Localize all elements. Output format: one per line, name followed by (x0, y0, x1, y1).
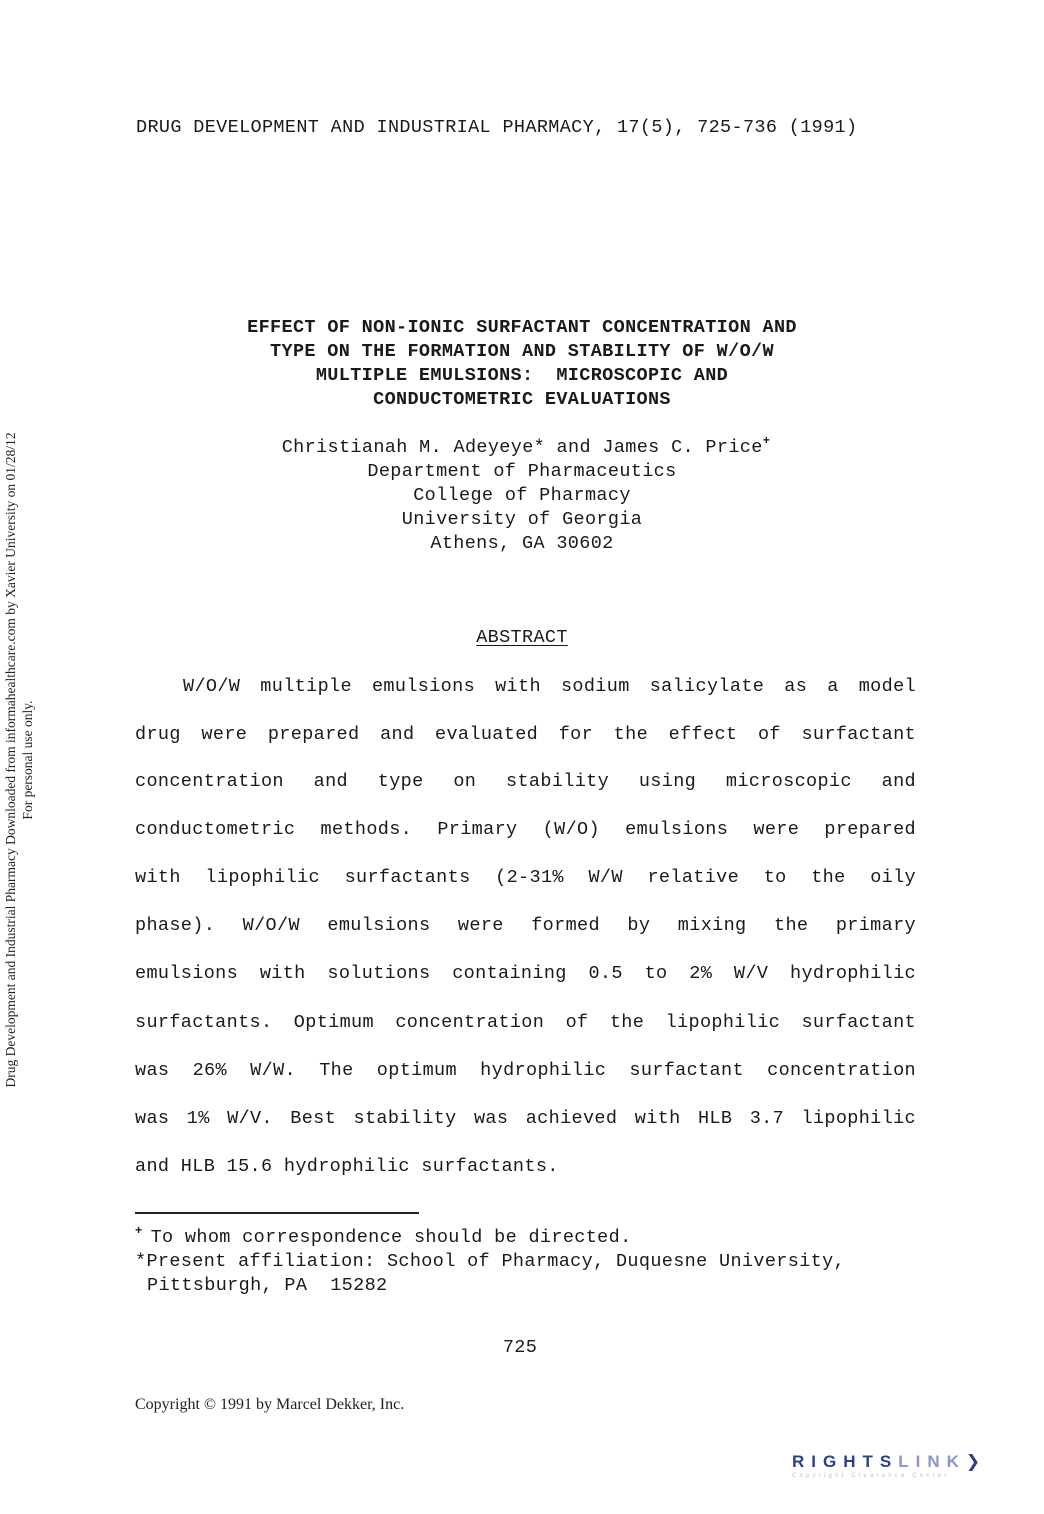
abstract-line-2: drug were prepared and evaluated for the effect of surfactant (135, 724, 916, 745)
abstract-line-3: concentration and type on stability using microscopic and (135, 771, 916, 792)
title-line-3: MULTIPLE EMULSIONS: MICROSCOPIC AND (315, 365, 729, 386)
title-line-2: TYPE ON THE FORMATION AND STABILITY OF W/O/W (270, 341, 774, 362)
journal-running-head: DRUG DEVELOPMENT AND INDUSTRIAL PHARMACY, 17(5), 725-736 (1991) (136, 117, 858, 138)
affiliation-department: Department of Pharmaceutics (367, 461, 677, 482)
rightslink-logo[interactable] (792, 1452, 1032, 1488)
corresponding-author-mark: + (762, 434, 771, 448)
abstract-heading: ABSTRACT (476, 627, 568, 648)
page-number: 725 (502, 1337, 538, 1358)
abstract-line-10: was 1% W/V. Best stability was achieved with HLB 3.7 lipophilic (135, 1108, 916, 1129)
footnote-1-text: To whom correspondence should be directed. (150, 1227, 632, 1248)
footnote-1 (135, 1224, 632, 1248)
rightslink-word-rights: RIGHTS (792, 1452, 899, 1471)
watermark-line-1: Drug Development and Industrial Pharmacy Downloaded from informahealthcare.com by Xavier University on 01/28/12 (3, 432, 18, 1088)
rightslink-word-link: LINK (898, 1452, 966, 1471)
rightslink-wordmark (792, 1452, 1032, 1472)
footnote-2-line-2: Pittsburgh, PA 15282 (147, 1275, 388, 1296)
copyright-notice: Copyright © 1991 by Marcel Dekker, Inc. (135, 1396, 405, 1413)
title-line-1: EFFECT OF NON-IONIC SURFACTANT CONCENTRATION AND (247, 317, 797, 338)
abstract-line-11: and HLB 15.6 hydrophilic surfactants. (135, 1156, 559, 1177)
rightslink-tagline: Copyright Clearance Center (792, 1473, 950, 1479)
author-line (4, 434, 1044, 458)
affiliation-address: Athens, GA 30602 (430, 533, 614, 554)
abstract-line-4: conductometric methods. Primary (W/O) emulsions were prepared (135, 819, 916, 840)
abstract-line-8: surfactants. Optimum concentration of the lipophilic surfactant (135, 1012, 916, 1033)
footnote-rule (135, 1212, 419, 1214)
footnote-2-line-1: *Present affiliation: School of Pharmacy, Duquesne University, (135, 1251, 846, 1272)
abstract-line-9: was 26% W/W. The optimum hydrophilic surfactant concentration (135, 1060, 916, 1081)
watermark-line-2: For personal use only. (20, 700, 35, 820)
affiliation-college: College of Pharmacy (413, 485, 631, 506)
author-names: Christianah M. Adeyeye* and James C. Price (281, 437, 763, 458)
abstract-line-6: phase). W/O/W emulsions were formed by mixing the primary (135, 915, 916, 936)
abstract-line-1: W/O/W multiple emulsions with sodium salicylate as a model (183, 676, 916, 697)
affiliation-university: University of Georgia (401, 509, 643, 530)
abstract-line-7: emulsions with solutions containing 0.5 to 2% W/V hydrophilic (135, 963, 916, 984)
footnote-mark-plus: + (135, 1224, 143, 1238)
abstract-line-5: with lipophilic surfactants (2-31% W/W relative to the oily (135, 867, 916, 888)
title-line-4: CONDUCTOMETRIC EVALUATIONS (373, 389, 671, 410)
chevron-right-icon: ❯ (965, 1452, 981, 1471)
